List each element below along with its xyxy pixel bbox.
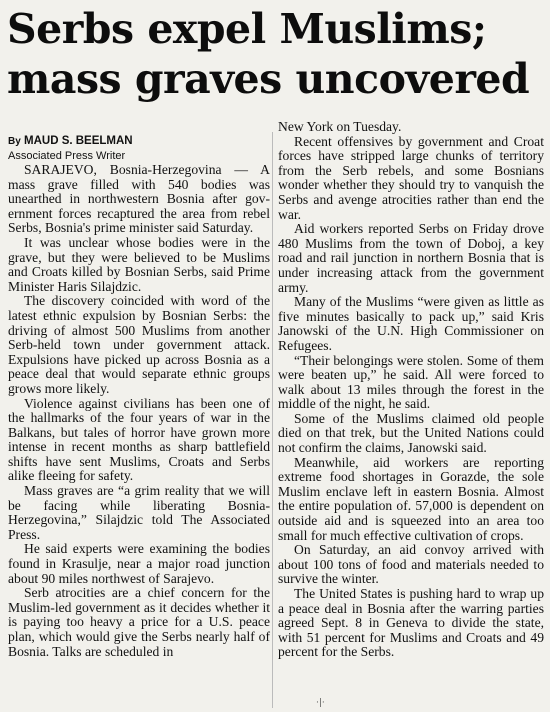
paragraph-continued: New York on Tuesday. — [278, 119, 402, 134]
headline-line-2: mass graves uncovered — [7, 55, 530, 103]
article-column-right — [278, 120, 544, 660]
paragraph: Recent offensives by government and Croat forces have stripped large chunks of territory from the Serb rebels, and some Bosnians wonder whether they should try to vanquish the Serbs and avenge atrocities rather than end the war. — [278, 133, 544, 222]
paragraph: Violence against civilians has been one of the hallmarks of the four years of war in the Balkans, but tales of horror have grown more intense in recent months as sharp battlefield shifts have sent Muslims, Croats and Serbs alike fleeing for safety. — [8, 395, 270, 484]
page-edge-mark: ·|· — [316, 698, 325, 708]
paragraph: Many of the Muslims “were given as little as five minutes basically to pack up,” said Kris Janowski of the U.N. High Commissioner on Refugees. — [278, 294, 544, 353]
headline-line-1: Serbs expel Muslims; — [7, 5, 487, 53]
headline — [7, 4, 547, 104]
article-column-left — [8, 134, 270, 659]
byline-author: MAUD S. BEELMAN — [24, 135, 133, 147]
paragraph: Mass graves are “a grim reality that we will be facing while liberating Bosnia-Herzegovina,” Silajdzic told The Associated Press. — [8, 483, 270, 542]
paragraph: The United States is pushing hard to wrap up a peace deal in Bosnia after the warring parties agreed Sept. 8 in Geneva to divide the state, with 51 percent for Muslims and Croats and 49 percent for the Serbs. — [278, 586, 544, 660]
paragraph: SARAJEVO, Bosnia-Herzegovina — A mass grave filled with 540 bodies was unearthed in northwestern Bosnia after government forces recaptured the area from rebel Serbs, Bosnia's prime minister said Saturday. — [8, 162, 270, 236]
paragraph: He said experts were examining the bodies found in Krasulje, near a major road junction about 90 miles northwest of Sarajevo. — [8, 541, 270, 586]
paragraph: Some of the Muslims claimed old people died on that trek, but the United Nations could not confirm the claims, Janowski said. — [278, 410, 544, 456]
paragraph: Aid workers reported Serbs on Friday drove 480 Muslims from the town of Doboj, a key road and rail junction in northern Bosnia that is under increasing attack from the government army. — [278, 221, 544, 295]
column-divider — [272, 132, 273, 708]
byline-prefix: By — [8, 136, 21, 147]
paragraph: Meanwhile, aid workers are reporting extreme food shortages in Gorazde, the sole Muslim enclave left in eastern Bosnia. Almost the entire population of. 57,000 is dependent on outside aid and is squeezed into an area too small for much effective cultivation of crops. — [278, 454, 544, 543]
byline — [8, 134, 270, 149]
paragraph: Serb atrocities are a chief concern for the Muslim-led government as it decides whether it is paying too heavy a price for a U.S. peace plan, which would give the Serbs nearly half of Bosnia. Talks are scheduled in — [8, 585, 270, 659]
paragraph: “Their belongings were stolen. Some of them were beaten up,” he said. All were forced to walk about 13 miles through the forest in the middle of the night, he said. — [278, 352, 544, 412]
paragraph: The discovery coincided with word of the latest ethnic expulsion by Bosnian Serbs: the driving of almost 500 Muslims from another Serb-held town under government attack. Expulsions have picked up across Bosnia as a peace deal that would separate ethnic groups grows more likely. — [8, 293, 270, 396]
byline-affiliation: Associated Press Writer — [8, 150, 126, 162]
paragraph: On Saturday, an aid convoy arrived with about 100 tons of food and materials needed to survive the winter. — [278, 542, 544, 587]
paragraph: It was unclear whose bodies were in the grave, but they were believed to be Muslims and Croats killed by Bosnian Serbs, said Prime Minister Haris Silajdzic. — [8, 234, 270, 294]
